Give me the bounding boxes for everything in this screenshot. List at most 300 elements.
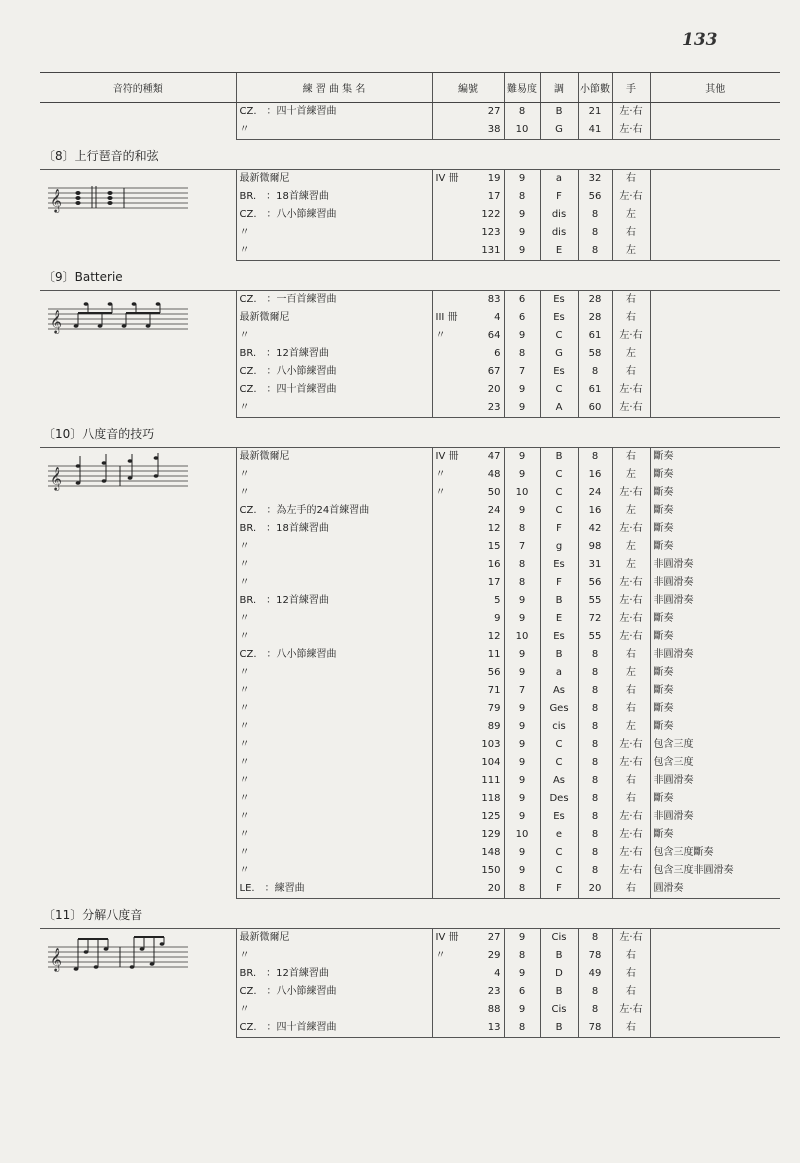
collection-name: 〃 xyxy=(239,330,250,341)
key-cell: G xyxy=(540,345,578,363)
collection-cell xyxy=(236,646,432,664)
volume-label: 〃 xyxy=(435,950,446,961)
etude-number: 12 xyxy=(487,523,501,534)
other-cell: 包含三度 xyxy=(650,736,780,754)
measures-cell: 8 xyxy=(578,844,612,862)
page-number: 133 xyxy=(682,30,718,50)
collection-name: CZ. ：八小節練習曲 xyxy=(239,649,337,660)
collection-name: 〃 xyxy=(239,667,250,678)
music-staff-figure xyxy=(48,452,188,494)
other-cell: 非圓滑奏 xyxy=(650,556,780,574)
etude-number: 67 xyxy=(487,366,501,377)
difficulty-cell: 8 xyxy=(504,556,540,574)
collection-cell xyxy=(236,1019,432,1038)
collection-name: 〃 xyxy=(239,559,250,570)
collection-cell xyxy=(236,929,432,948)
other-cell: 非圓滑奏 xyxy=(650,772,780,790)
measures-cell: 8 xyxy=(578,983,612,1001)
measures-cell: 8 xyxy=(578,206,612,224)
number-cell xyxy=(432,700,504,718)
header-collection: 練 習 曲 集 名 xyxy=(236,73,432,103)
key-cell: Es xyxy=(540,628,578,646)
measures-cell: 8 xyxy=(578,808,612,826)
measures-cell: 16 xyxy=(578,466,612,484)
svg-text:𝄞: 𝄞 xyxy=(50,188,62,212)
collection-cell xyxy=(236,242,432,261)
key-cell: Es xyxy=(540,808,578,826)
difficulty-cell: 9 xyxy=(504,965,540,983)
etude-table xyxy=(40,72,780,1038)
collection-name: 〃 xyxy=(239,811,250,822)
etude-number: 4 xyxy=(494,968,501,979)
number-cell xyxy=(432,929,504,948)
collection-cell xyxy=(236,574,432,592)
collection-name: 〃 xyxy=(239,739,250,750)
measures-cell: 98 xyxy=(578,538,612,556)
measures-cell: 8 xyxy=(578,224,612,242)
difficulty-cell: 9 xyxy=(504,808,540,826)
other-cell: 非圓滑奏 xyxy=(650,592,780,610)
svg-text:𝄞: 𝄞 xyxy=(50,309,62,333)
collection-name: BR. ：12首練習曲 xyxy=(239,968,329,979)
number-cell xyxy=(432,448,504,467)
key-cell: B xyxy=(540,592,578,610)
hand-cell: 左·右 xyxy=(612,628,650,646)
number-cell xyxy=(432,363,504,381)
hand-cell: 左 xyxy=(612,206,650,224)
etude-number: 103 xyxy=(481,739,501,750)
hand-cell: 左 xyxy=(612,345,650,363)
key-cell: a xyxy=(540,664,578,682)
other-cell: 斷奏 xyxy=(650,502,780,520)
section-title: 〔8〕上行琶音的和弦 xyxy=(40,140,780,170)
other-cell xyxy=(650,121,780,140)
collection-name: BR. ：12首練習曲 xyxy=(239,595,329,606)
measures-cell: 49 xyxy=(578,965,612,983)
collection-name: CZ. ：八小節練習曲 xyxy=(239,209,337,220)
number-cell xyxy=(432,188,504,206)
key-cell: C xyxy=(540,327,578,345)
collection-cell xyxy=(236,502,432,520)
difficulty-cell: 9 xyxy=(504,448,540,467)
hand-cell: 左·右 xyxy=(612,399,650,418)
number-cell xyxy=(432,345,504,363)
other-cell: 斷奏 xyxy=(650,682,780,700)
hand-cell: 左 xyxy=(612,718,650,736)
hand-cell: 左·右 xyxy=(612,592,650,610)
measures-cell: 58 xyxy=(578,345,612,363)
collection-name: 〃 xyxy=(239,757,250,768)
etude-number: 83 xyxy=(487,294,501,305)
collection-cell xyxy=(236,520,432,538)
other-cell: 非圓滑奏 xyxy=(650,646,780,664)
etude-number: 23 xyxy=(487,986,501,997)
other-cell xyxy=(650,242,780,261)
number-cell xyxy=(432,206,504,224)
key-cell: dis xyxy=(540,206,578,224)
collection-name: 〃 xyxy=(239,775,250,786)
collection-cell xyxy=(236,363,432,381)
collection-cell xyxy=(236,862,432,880)
other-cell xyxy=(650,1019,780,1038)
section-title: 〔11〕分解八度音 xyxy=(40,899,780,929)
collection-name: 〃 xyxy=(239,577,250,588)
measures-cell: 32 xyxy=(578,170,612,189)
collection-cell xyxy=(236,309,432,327)
collection-cell xyxy=(236,345,432,363)
other-cell xyxy=(650,947,780,965)
measures-cell: 28 xyxy=(578,291,612,310)
etude-number: 38 xyxy=(487,124,501,135)
difficulty-cell: 8 xyxy=(504,345,540,363)
other-cell: 斷奏 xyxy=(650,538,780,556)
key-cell: E xyxy=(540,610,578,628)
measures-cell: 8 xyxy=(578,1001,612,1019)
hand-cell: 左·右 xyxy=(612,103,650,122)
measures-cell: 8 xyxy=(578,700,612,718)
measures-cell: 61 xyxy=(578,381,612,399)
difficulty-cell: 9 xyxy=(504,646,540,664)
etude-number: 17 xyxy=(487,577,501,588)
etude-number: 88 xyxy=(487,1004,501,1015)
etude-number: 17 xyxy=(487,191,501,202)
difficulty-cell: 7 xyxy=(504,363,540,381)
hand-cell: 左·右 xyxy=(612,188,650,206)
other-cell xyxy=(650,399,780,418)
etude-number: 27 xyxy=(487,932,501,943)
volume-label: III 冊 xyxy=(435,312,458,323)
collection-cell xyxy=(236,718,432,736)
key-cell: B xyxy=(540,983,578,1001)
collection-name: 〃 xyxy=(239,793,250,804)
difficulty-cell: 9 xyxy=(504,772,540,790)
difficulty-cell: 9 xyxy=(504,399,540,418)
section-header xyxy=(40,418,780,448)
etude-number: 129 xyxy=(481,829,501,840)
svg-text:𝄞: 𝄞 xyxy=(50,947,62,971)
hand-cell: 左·右 xyxy=(612,1001,650,1019)
other-cell: 斷奏 xyxy=(650,826,780,844)
measures-cell: 8 xyxy=(578,448,612,467)
difficulty-cell: 10 xyxy=(504,826,540,844)
collection-cell xyxy=(236,121,432,140)
difficulty-cell: 8 xyxy=(504,947,540,965)
other-cell xyxy=(650,929,780,948)
difficulty-cell: 8 xyxy=(504,103,540,122)
etude-number: 27 xyxy=(487,106,501,117)
collection-cell xyxy=(236,682,432,700)
other-cell: 斷奏 xyxy=(650,628,780,646)
number-cell xyxy=(432,880,504,899)
collection-name: 〃 xyxy=(239,245,250,256)
collection-name: BR. ：18首練習曲 xyxy=(239,191,329,202)
difficulty-cell: 10 xyxy=(504,121,540,140)
hand-cell: 右 xyxy=(612,1019,650,1038)
other-cell: 非圓滑奏 xyxy=(650,574,780,592)
hand-cell: 右 xyxy=(612,772,650,790)
hand-cell: 右 xyxy=(612,880,650,899)
etude-number: 48 xyxy=(487,469,501,480)
number-cell xyxy=(432,754,504,772)
hand-cell: 左 xyxy=(612,538,650,556)
key-cell: Es xyxy=(540,556,578,574)
collection-cell xyxy=(236,983,432,1001)
collection-name: 最新微爾尼 xyxy=(239,932,290,943)
other-cell xyxy=(650,224,780,242)
collection-name: 〃 xyxy=(239,631,250,642)
other-cell xyxy=(650,345,780,363)
measures-cell: 8 xyxy=(578,363,612,381)
other-cell xyxy=(650,363,780,381)
measures-cell: 8 xyxy=(578,646,612,664)
collection-cell xyxy=(236,592,432,610)
key-cell: C xyxy=(540,381,578,399)
hand-cell: 左·右 xyxy=(612,736,650,754)
number-cell xyxy=(432,1001,504,1019)
difficulty-cell: 10 xyxy=(504,484,540,502)
other-cell: 非圓滑奏 xyxy=(650,808,780,826)
collection-cell xyxy=(236,170,432,189)
other-cell: 斷奏 xyxy=(650,664,780,682)
number-cell xyxy=(432,327,504,345)
etude-number: 122 xyxy=(481,209,501,220)
note-type-cell xyxy=(40,929,236,1038)
number-cell xyxy=(432,484,504,502)
collection-name: CZ. ：八小節練習曲 xyxy=(239,986,337,997)
collection-cell xyxy=(236,844,432,862)
hand-cell: 左·右 xyxy=(612,121,650,140)
collection-cell xyxy=(236,772,432,790)
etude-number: 13 xyxy=(487,1022,501,1033)
number-cell xyxy=(432,399,504,418)
key-cell: C xyxy=(540,484,578,502)
collection-name: CZ. ：一百首練習曲 xyxy=(239,294,337,305)
key-cell: Cis xyxy=(540,1001,578,1019)
number-cell xyxy=(432,1019,504,1038)
key-cell: B xyxy=(540,646,578,664)
note-type-cell xyxy=(40,448,236,899)
hand-cell: 左·右 xyxy=(612,844,650,862)
key-cell: F xyxy=(540,520,578,538)
note-type-cell xyxy=(40,291,236,418)
measures-cell: 61 xyxy=(578,327,612,345)
key-cell: dis xyxy=(540,224,578,242)
hand-cell: 右 xyxy=(612,224,650,242)
collection-name: 〃 xyxy=(239,402,250,413)
measures-cell: 78 xyxy=(578,1019,612,1038)
hand-cell: 右 xyxy=(612,965,650,983)
volume-label: 〃 xyxy=(435,469,446,480)
hand-cell: 右 xyxy=(612,170,650,189)
number-cell xyxy=(432,862,504,880)
number-cell xyxy=(432,826,504,844)
key-cell: C xyxy=(540,754,578,772)
difficulty-cell: 9 xyxy=(504,700,540,718)
number-cell xyxy=(432,103,504,122)
difficulty-cell: 9 xyxy=(504,862,540,880)
etude-number: 64 xyxy=(487,330,501,341)
svg-text:𝄞: 𝄞 xyxy=(50,466,62,490)
etude-number: 56 xyxy=(487,667,501,678)
measures-cell: 8 xyxy=(578,754,612,772)
collection-cell xyxy=(236,664,432,682)
etude-number: 20 xyxy=(487,384,501,395)
collection-cell xyxy=(236,700,432,718)
measures-cell: 8 xyxy=(578,736,612,754)
collection-name: 〃 xyxy=(239,541,250,552)
number-cell xyxy=(432,947,504,965)
collection-cell xyxy=(236,628,432,646)
header-other: 其他 xyxy=(650,73,780,103)
collection-name: 〃 xyxy=(239,721,250,732)
key-cell: C xyxy=(540,466,578,484)
collection-cell xyxy=(236,538,432,556)
collection-cell xyxy=(236,466,432,484)
hand-cell: 右 xyxy=(612,309,650,327)
other-cell: 包含三度斷奏 xyxy=(650,844,780,862)
measures-cell: 8 xyxy=(578,664,612,682)
difficulty-cell: 6 xyxy=(504,309,540,327)
number-cell xyxy=(432,790,504,808)
header-row xyxy=(40,73,780,103)
key-cell: Es xyxy=(540,309,578,327)
hand-cell: 右 xyxy=(612,790,650,808)
collection-name: 最新微爾尼 xyxy=(239,173,290,184)
difficulty-cell: 9 xyxy=(504,381,540,399)
key-cell: Cis xyxy=(540,929,578,948)
collection-name: 〃 xyxy=(239,124,250,135)
measures-cell: 24 xyxy=(578,484,612,502)
music-staff-figure xyxy=(48,174,188,216)
number-cell xyxy=(432,309,504,327)
collection-name: CZ. ：四十首練習曲 xyxy=(239,106,337,117)
measures-cell: 72 xyxy=(578,610,612,628)
note-type-cell xyxy=(40,103,236,140)
number-cell xyxy=(432,381,504,399)
table-row xyxy=(40,170,780,189)
key-cell: A xyxy=(540,399,578,418)
etude-number: 89 xyxy=(487,721,501,732)
measures-cell: 16 xyxy=(578,502,612,520)
measures-cell: 41 xyxy=(578,121,612,140)
other-cell: 包含三度非圓滑奏 xyxy=(650,862,780,880)
number-cell xyxy=(432,664,504,682)
collection-name: 〃 xyxy=(239,847,250,858)
measures-cell: 60 xyxy=(578,399,612,418)
etude-number: 23 xyxy=(487,402,501,413)
number-cell xyxy=(432,291,504,310)
measures-cell: 8 xyxy=(578,929,612,948)
difficulty-cell: 9 xyxy=(504,736,540,754)
etude-number: 6 xyxy=(494,348,501,359)
key-cell: C xyxy=(540,862,578,880)
collection-name: 〃 xyxy=(239,950,250,961)
collection-cell xyxy=(236,188,432,206)
collection-cell xyxy=(236,790,432,808)
number-cell xyxy=(432,628,504,646)
hand-cell: 左·右 xyxy=(612,808,650,826)
collection-cell xyxy=(236,1001,432,1019)
collection-cell xyxy=(236,947,432,965)
number-cell xyxy=(432,466,504,484)
etude-number: 123 xyxy=(481,227,501,238)
key-cell: Es xyxy=(540,291,578,310)
collection-name: 〃 xyxy=(239,829,250,840)
collection-cell xyxy=(236,448,432,467)
other-cell: 斷奏 xyxy=(650,520,780,538)
measures-cell: 42 xyxy=(578,520,612,538)
header-measures: 小節數 xyxy=(578,73,612,103)
measures-cell: 8 xyxy=(578,772,612,790)
measures-cell: 55 xyxy=(578,628,612,646)
collection-cell xyxy=(236,808,432,826)
measures-cell: 20 xyxy=(578,880,612,899)
collection-cell xyxy=(236,399,432,418)
collection-name: 〃 xyxy=(239,469,250,480)
number-cell xyxy=(432,538,504,556)
number-cell xyxy=(432,808,504,826)
hand-cell: 右 xyxy=(612,947,650,965)
hand-cell: 右 xyxy=(612,682,650,700)
key-cell: Es xyxy=(540,363,578,381)
difficulty-cell: 9 xyxy=(504,224,540,242)
music-staff-figure xyxy=(48,933,188,975)
other-cell xyxy=(650,103,780,122)
number-cell xyxy=(432,646,504,664)
other-cell: 圓滑奏 xyxy=(650,880,780,899)
key-cell: B xyxy=(540,947,578,965)
other-cell: 斷奏 xyxy=(650,790,780,808)
other-cell xyxy=(650,965,780,983)
number-cell xyxy=(432,520,504,538)
hand-cell: 右 xyxy=(612,291,650,310)
etude-number: 148 xyxy=(481,847,501,858)
hand-cell: 左·右 xyxy=(612,520,650,538)
measures-cell: 55 xyxy=(578,592,612,610)
hand-cell: 左 xyxy=(612,502,650,520)
collection-name: CZ. ：為左手的24首練習曲 xyxy=(239,505,370,516)
number-cell xyxy=(432,718,504,736)
volume-label: 〃 xyxy=(435,487,446,498)
difficulty-cell: 8 xyxy=(504,880,540,899)
difficulty-cell: 9 xyxy=(504,170,540,189)
etude-number: 104 xyxy=(481,757,501,768)
difficulty-cell: 9 xyxy=(504,718,540,736)
difficulty-cell: 8 xyxy=(504,1019,540,1038)
number-cell xyxy=(432,736,504,754)
number-cell xyxy=(432,121,504,140)
other-cell xyxy=(650,983,780,1001)
collection-name: 〃 xyxy=(239,613,250,624)
collection-name: CZ. ：四十首練習曲 xyxy=(239,384,337,395)
etude-number: 9 xyxy=(494,613,501,624)
header-number: 編號 xyxy=(432,73,504,103)
difficulty-cell: 7 xyxy=(504,538,540,556)
etude-number: 125 xyxy=(481,811,501,822)
volume-label: IV 冊 xyxy=(435,451,459,462)
other-cell xyxy=(650,309,780,327)
header-note-type: 音符的種類 xyxy=(40,73,236,103)
difficulty-cell: 9 xyxy=(504,754,540,772)
hand-cell: 左·右 xyxy=(612,381,650,399)
key-cell: Ges xyxy=(540,700,578,718)
hand-cell: 左·右 xyxy=(612,327,650,345)
difficulty-cell: 7 xyxy=(504,682,540,700)
hand-cell: 右 xyxy=(612,700,650,718)
measures-cell: 21 xyxy=(578,103,612,122)
collection-name: 〃 xyxy=(239,685,250,696)
number-cell xyxy=(432,610,504,628)
